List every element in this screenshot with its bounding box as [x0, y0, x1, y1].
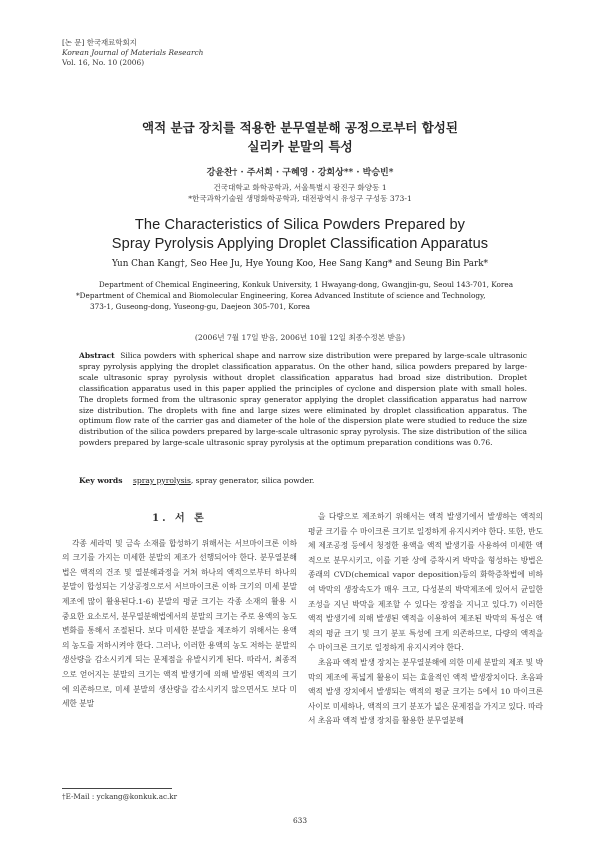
footnote-rule — [62, 788, 172, 789]
body-paragraph: 각종 세라믹 및 금속 소재를 합성하기 위해서는 서브마이크론 이하의 크기를 가지는 미세한 분말의 제조가 선행되어야 한다. 분무열분해법은 액적의 건조 및 열분해과정을 거쳐 하나의 액적으로부터 하나의 분말이 합성되는 기상공정으로서 서브마이크론 이하 크기의 미세 분말제조에 많이 활용된다.1-6) 분말의 평균 크기는 각종 소재의 활용 시 중요한 요소로서, 분무열분해법에서의 분말의 크기는 주로 용액의 농도 변화를 통해서 조절된다. 보다 미세한 분말을 제조하기 위해서는 용액의 농도를 저하시켜야 한다. 그러나, 이러한 용액의 농도 저하는 분말의 생산량을 감소시키게 되는 문제점을 유발시키게 된다. 따라서, 최종적으로 얻어지는 분말의 크기는 액적 발생기에 의해 발생된 액적의 크기에 의존하므로, 미세 분말의 생산량을 감소시키지 않으면서도 보다 미세한 분말 — [62, 538, 297, 709]
korean-title-line-2: 실리카 분말의 특성 — [247, 139, 353, 154]
page-number: 633 — [292, 816, 308, 825]
body-paragraph: 초음파 액적 발생 장치는 분무열분해에 의한 미세 분말의 제조 및 박막의 제조에 폭넓게 활용이 되는 효율적인 액적 발생장치이다. 초음파 액적 발생 장치에서 발생되는 액적의 평균 크기는 5에서 10 마이크론 사이로 미세하나, 액적의 크기 분포가 넓은 문제점을 가지고 있다. 따라서 초음파 액적 발생 장치를 활용한 분무열분해 — [308, 657, 543, 726]
abstract-text: Silica powders with spherical shape and narrow size distribution were prepared by large-scale ultrasonic spray pyrolysis applying the droplet classification apparatus. On the other hand, silica powders prepared by large-scale ultrasonic spray pyrolysis without droplet classification apparatus had broad size distribution. Droplet classification apparatus used in this paper applied the principles of cyclone and dispersion plate with small holes. The droplets formed from the ultrasonic spray generator applying the droplet classification apparatus had narrow size distribution. The droplets with fine and large sizes were eliminated by droplet classification apparatus. The optimum flow rate of the carrier gas and diameter of the hole of the dispersion plate were studied to reduce the size distribution of the silica powders prepared by large-scale ultrasonic spray pyrolysis. The size distribution of the silica powders prepared by large-scale ultrasonic spray pyrolysis at the optimum preparation conditions was 0.76. — [79, 351, 527, 448]
english-title-line-2: Spray Pyrolysis Applying Droplet Classification Apparatus — [111, 236, 489, 252]
journal-name: Korean Journal of Materials Research — [62, 48, 204, 57]
body-column-right — [308, 510, 543, 729]
footnote-email: †E-Mail : yckang@konkuk.ac.kr — [62, 792, 178, 801]
abstract-label: Abstract — [79, 351, 115, 360]
abstract — [79, 351, 527, 449]
body-paragraph: 을 다량으로 제조하기 위해서는 액적 발생기에서 발생하는 액적의 평균 크기를 수 마이크론 크기로 일정하게 유지시켜야 한다. 또한, 반도체 제조공정 등에서 청정한 용액을 액적 발생기를 사용하여 미세한 액적으로 분무시키고, 이를 기판 상에 증착시켜 박막을 형성하는 방법은 종래의 CVD(chemical vapor deposition)등의 화학증착법에 비하여 박막의 생장속도가 매우 크고, 다성분의 박막제조에 있어서 균일한 조성을 지닌 박막을 제조할 수 있다는 장점을 지니고 있다.7) 이러한 액적 발생기에 의해 발생된 액적을 이용하여 제조된 박막의 특성은 액적의 평균 크기 및 크기 분포 특성에 크게 의존하므로, 다량의 액적을 수 마이크론 크기로 일정하게 유지시켜야 한다. — [308, 512, 543, 653]
keyword-underlined: spray pyrolysis — [132, 476, 191, 485]
header-category: [논 문] 한국재료학회지 — [62, 38, 137, 47]
journal-volume: Vol. 16, No. 10 (2006) — [62, 58, 145, 67]
english-affiliations — [76, 279, 536, 312]
english-title — [0, 216, 600, 254]
english-affiliation-1: Department of Chemical Engineering, Konkuk University, 1 Hwayang-dong, Gwangjin-gu, Seoul 143-701, Korea — [98, 280, 514, 289]
english-authors: Yun Chan Kang†, Seo Hee Ju, Hye Young Koo, Hee Sang Kang* and Seung Bin Park* — [112, 259, 488, 269]
received-dates: (2006년 7월 17일 받음, 2006년 10월 12일 최종수정본 받음) — [194, 333, 406, 342]
korean-title — [0, 118, 600, 156]
korean-authors: 강윤찬† · 주서희 · 구혜영 · 강희상** · 박승빈* — [206, 168, 394, 178]
keywords — [79, 476, 527, 485]
keywords-rest: , spray generator, silica powder. — [190, 476, 315, 485]
keywords-label: Key words — [79, 476, 123, 485]
korean-affiliations — [0, 182, 600, 204]
english-title-line-1: The Characteristics of Silica Powders Prepared by — [134, 217, 466, 233]
body-column-left — [62, 510, 297, 712]
korean-affiliation-2: *한국과학기술원 생명화학공학과, 대전광역시 유성구 구성동 373-1 — [188, 194, 412, 203]
korean-affiliation-1: 건국대학교 화학공학과, 서울특별시 광진구 화양동 1 — [213, 183, 387, 192]
english-affiliation-2: *Department of Chemical and Biomolecular Engineering, Korea Advanced Institute of science and Technology, — [76, 291, 486, 300]
english-affiliation-3: 373-1, Guseong-dong, Yuseong-gu, Daejeon 305-701, Korea — [90, 302, 311, 311]
section-heading: 1. 서 론 — [152, 513, 207, 524]
korean-title-line-1: 액적 분급 장치를 적용한 분무열분해 공정으로부터 합성된 — [142, 120, 458, 135]
journal-header — [62, 38, 203, 68]
